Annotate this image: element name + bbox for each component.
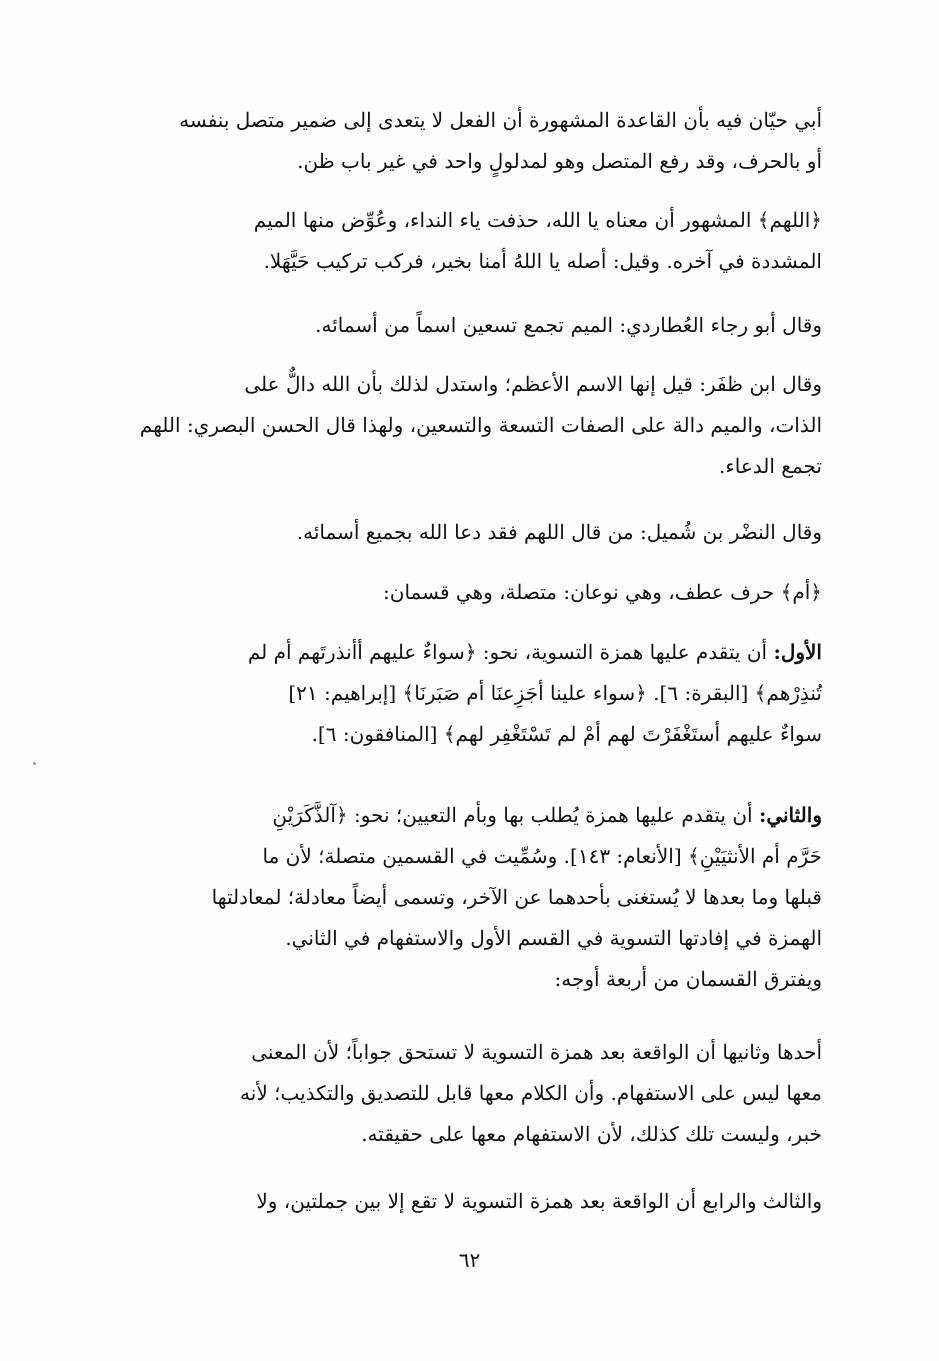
text-line: الذات، والميم دالة على الصفات التسعة والتسعين، ولهذا قال الحسن البصري: اللهم — [139, 413, 822, 437]
text-line: سواءٌ عليهم أستَغْفَرْتَ لهم أمْ لم تَسْتَغْفِر لهم﴾ [المنافقون: ٦]. — [311, 722, 822, 746]
text-line: أو بالحرف، وقد رفع المتصل وهو لمدلولٍ واحد في غير باب ظن. — [297, 149, 822, 173]
text-line: وقال ابن ظفَر: قيل إنها الاسم الأعظم؛ واستدل لذلك بأن الله دالٌّ على — [244, 372, 822, 396]
text-line: وقال النضْر بن شُميل: من قال اللهم فقد دعا الله بجميع أسمائه. — [296, 520, 822, 544]
paragraph-6 — [122, 572, 822, 613]
paragraph-1 — [122, 100, 822, 182]
text-line: حَرَّم أم الأنثيَيْنِ﴾ [الأنعام: ١٤٣]. وسُمِّيت في القسمين متصلة؛ لأن ما — [262, 844, 822, 868]
paragraph-3 — [122, 305, 822, 346]
text-line: والثالث والرابع أن الواقعة بعد همزة التسوية لا تقع إلا بين جملتين، ولا — [256, 1189, 822, 1213]
text-line: ﴿أم﴾ حرف عطف، وهي نوعان: متصلة، وهي قسمان: — [383, 580, 822, 604]
paragraph-4 — [122, 364, 822, 487]
paragraph-lead: والثاني: — [758, 803, 822, 827]
text-line: أحدها وثانيها أن الواقعة بعد همزة التسوية لا تستحق جواباً؛ لأن المعنى — [251, 1040, 822, 1064]
paragraph-5 — [122, 512, 822, 553]
text-line: معها ليس على الاستفهام. وأن الكلام معها قابل للتصديق والتكذيب؛ لأنه — [240, 1081, 822, 1105]
text-line — [122, 795, 822, 836]
paragraph-7 — [122, 632, 822, 755]
text-line: أبي حيّان فيه بأن القاعدة المشهورة أن الفعل لا يتعدى إلى ضمير متصل بنفسه — [179, 108, 822, 132]
scan-speck — [33, 762, 36, 765]
text-line: ويفترق القسمان من أربعة أوجه: — [554, 967, 822, 991]
text-line: الهمزة في إفادتها التسوية في القسم الأول والاستفهام في الثاني. — [285, 926, 822, 950]
paragraph-10 — [122, 1181, 822, 1222]
text-span: أن يتقدم عليها همزة يُطلب بها وبأم التعيين؛ نحو: ﴿آلذَّكَرَيْنِ — [272, 803, 759, 827]
paragraph-2 — [122, 200, 822, 282]
text-line: المشددة في آخره. وقيل: أصله يا اللهُ أمنا بخير، فركب تركيب حَيَّهَلا. — [263, 249, 822, 273]
page-number: ٦٢ — [458, 1248, 481, 1272]
text-line: خبر، وليست تلك كذلك، لأن الاستفهام معها على حقيقته. — [361, 1122, 822, 1146]
paragraph-8 — [122, 795, 822, 1000]
text-line: تجمع الدعاء. — [719, 454, 822, 478]
text-line: تُنذِرْهم﴾ [البقرة: ٦]. ﴿سواء علينا أجَزِعنَا أم صَبَرنَا﴾ [إبراهيم: ٢١] — [288, 681, 822, 705]
text-line — [122, 632, 822, 673]
text-line: ﴿اللهم﴾ المشهور أن معناه يا الله، حذفت ياء النداء، وعُوِّض منها الميم — [253, 208, 822, 232]
text-line: وقال أبو رجاء العُطاردي: الميم تجمع تسعين اسماً من أسمائه. — [315, 313, 822, 337]
text-line: قبلها وما بعدها لا يُستغنى بأحدهما عن الآخر، وتسمى أيضاً معادلة؛ لمعادلتها — [211, 885, 822, 909]
text-span: أن يتقدم عليها همزة التسوية، نحو: ﴿سواءٌ عليهم أأنذرتَهم أم لم — [247, 640, 774, 664]
paragraph-lead: الأول: — [773, 640, 822, 664]
paragraph-9 — [122, 1032, 822, 1155]
